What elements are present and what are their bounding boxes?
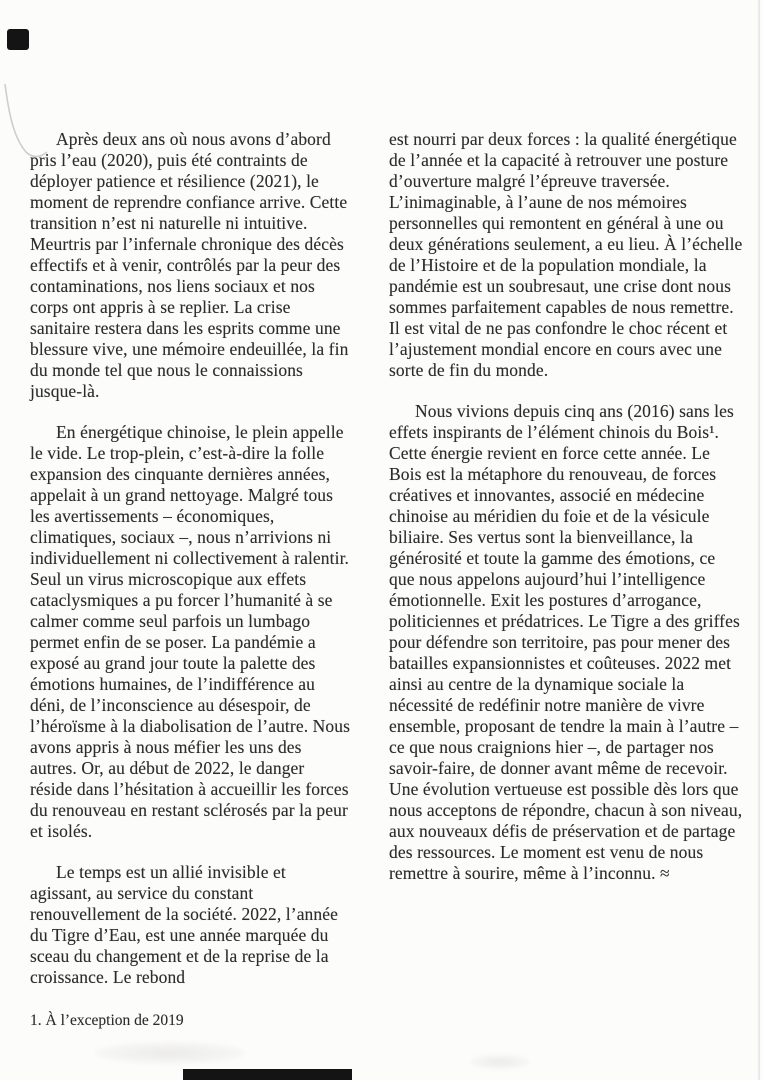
redaction-mark-bottom (183, 1069, 352, 1080)
scan-smudge (470, 1055, 530, 1069)
paragraph-left-3: Le temps est un allié invisible et agissant, au service du constant renouvellement de la société. 2022, l’année du Tigre d’Eau, est une année marquée du sceau du changement et de la reprise de la croissance. Le rebond (30, 862, 338, 987)
left-column (30, 129, 351, 1008)
page-edge-shadow (757, 0, 760, 1080)
right-column (389, 129, 745, 904)
paragraph-right-1: est nourri par deux forces : la qualité énergétique de l’année et la capacité à retrouver une posture d’ouverture malgré l’épreuve traversée. L’inimaginable, à l’aune de nos mémoires personnelles qui remontent en général à une ou deux générations seulement, a eu lieu. À l’échelle de l’Histoire et de la population mondiale, la pandémie est un soubresaut, une crise dont nous sommes parfaitement capables de nous remettre. Il est vital de ne pas confondre le choc récent et l’ajustement mondial encore en cours avec une sorte de fin du monde. (389, 129, 743, 380)
scan-smudge (95, 1042, 245, 1064)
paragraph-left-1: Après deux ans où nous avons d’abord pris l’eau (2020), puis été contraints de déployer patience et résilience (2021), le moment de reprendre confiance arrive. Cette transition n’est ni naturelle ni intuitive. Meurtris par l’infernale chronique des décès effectifs et à venir, contrôlés par la peur des contaminations, nos liens sociaux et nos corps ont appris à se replier. La crise sanitaire restera dans les esprits comme une blessure vive, une mémoire endeuillée, la fin du monde tel que nous le connaissions jusque-là. (30, 129, 349, 401)
footnote: 1. À l’exception de 2019 (30, 1012, 184, 1029)
redaction-mark-top-left (7, 29, 29, 50)
paragraph-right-2: Nous vivions depuis cinq ans (2016) sans les effets inspirants de l’élément chinois du Bois¹. Cette énergie revient en force cette année. Le Bois est la métaphore du renouveau, de forces créatives et innovantes, associé en médecine chinoise au méridien du foie et de la vésicule biliaire. Ses vertus sont la bienveillance, la générosité et toute la gamme des émotions, ce que nous appelons aujourd’hui l’intelligence émotionnelle. Exit les postures d’arrogance, politiciennes et prédatrices. Le Tigre a des griffes pour défendre son territoire, pas pour mener des batailles expansionnistes et coûteuses. 2022 met ainsi au centre de la dynamique sociale la nécessité de redéfinir notre manière de vivre ensemble, proposant de tendre la main à l’autre – ce que nous craignions hier –, de partager nos savoir-faire, de donner avant même de recevoir. Une évolution vertueuse est possible dès lors que nous acceptons de répondre, chacun à son niveau, aux nouveaux défis de préservation et de partage des ressources. Le moment est venu de nous remettre à sourire, même à l’inconnu. ≈ (389, 401, 743, 883)
paragraph-left-2: En énergétique chinoise, le plein appelle le vide. Le trop-plein, c’est-à-dire la folle expansion des cinquante dernières années, appelait à un grand nettoyage. Malgré tous les avertissements – économiques, climatiques, sociaux –, nous n’arrivions ni individuellement ni collectivement à ralentir. Seul un virus microscopique aux effets cataclysmiques a pu forcer l’humanité à se calmer comme seul parfois un lumbago permet enfin de se poser. La pandémie a exposé au grand jour toute la palette des émotions humaines, de l’indifférence au déni, de l’inconscience au désespoir, de l’héroïsme à la diabolisation de l’autre. Nous avons appris à nous méfier les uns des autres. Or, au début de 2022, le danger réside dans l’hésitation à accueillir les forces du renouveau en restant sclérosés par la peur et isolés. (30, 422, 350, 841)
